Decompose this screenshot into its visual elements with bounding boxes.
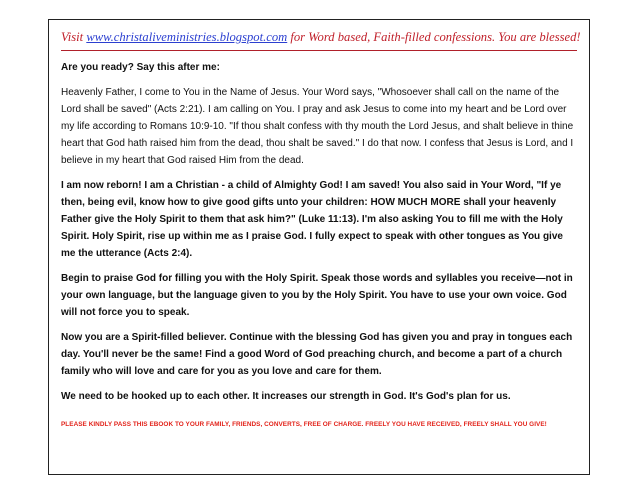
reborn-paragraph: I am now reborn! I am a Christian - a child of Almighty God! I am saved! You also said in Your Word, "If ye then, being evil, know how to give good gifts unto your children: HOW MUCH MORE shall your heavenly Father give the Holy Spirit to them that ask him?" (Luke 11:13). I'm also asking You to fill me with the Holy Spirit. Holy Spirit, rise up within me as I praise God. I fully expect to speak with other tongues as You give me the utterance (Acts 2:4). bbox=[61, 180, 563, 259]
header-banner bbox=[61, 28, 581, 51]
section-heading: Are you ready? Say this after me: bbox=[61, 62, 220, 73]
blog-link[interactable]: www.christaliveministries.blogspot.com bbox=[86, 30, 288, 44]
footer-notice: PLEASE KINDLY PASS THIS EBOOK TO YOUR FAMILY, FRIENDS, CONVERTS, FREE OF CHARGE. FREELY YOU HAVE RECEIVED, FREELY SHALL YOU GIVE! bbox=[61, 421, 547, 428]
hooked-up-paragraph: We need to be hooked up to each other. It increases our strength in God. It's God's plan for us. bbox=[61, 391, 511, 402]
believer-paragraph: Now you are a Spirit-filled believer. Continue with the blessing God has given you and pray in tongues each day. You'll never be the same! Find a good Word of God preaching church, and become a part of a church family who will love and care for you as you love and care for them. bbox=[61, 332, 573, 377]
document-page bbox=[48, 19, 590, 475]
prayer-paragraph: Heavenly Father, I come to You in the Name of Jesus. Your Word says, "Whosoever shall call on the name of the Lord shall be saved" (Acts 2:21). I am calling on You. I pray and ask Jesus to come into my heart and be Lord over my life according to Romans 10:9-10. "If thou shalt confess with thy mouth the Lord Jesus, and shalt believe in thine heart that God hath raised him from the dead, thou shalt be saved." I do that now. I confess that Jesus is Lord, and I believe in my heart that God raised Him from the dead. bbox=[61, 87, 574, 166]
banner-suffix: for Word based, Faith-filled confessions. You are blessed! bbox=[287, 30, 581, 44]
praise-paragraph: Begin to praise God for filling you with the Holy Spirit. Speak those words and syllables you receive—not in your own language, but the language given to you by the Holy Spirit. You have to use your own voice. God will not force you to speak. bbox=[61, 273, 573, 318]
banner-prefix: Visit bbox=[61, 30, 87, 44]
